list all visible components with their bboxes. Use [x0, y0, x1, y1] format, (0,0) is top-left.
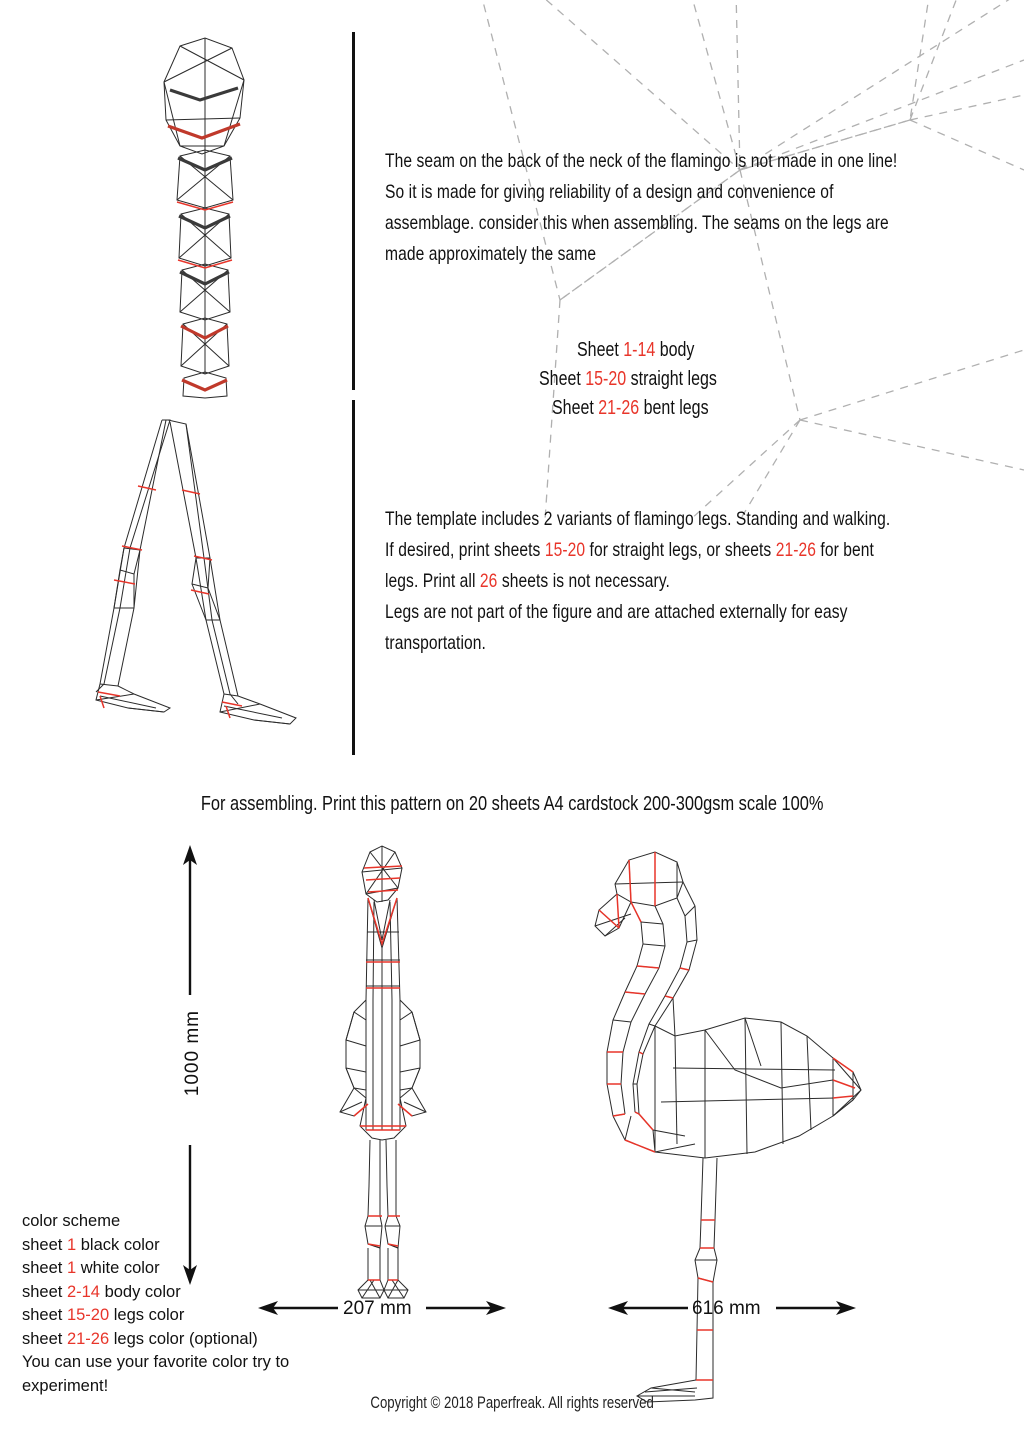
- seam-note-line-4: made approximately the same: [385, 243, 597, 265]
- print-instruction-text: For assembling. Print this pattern on 20 sheets A4 cardstock 200-300gsm scale 100%: [200, 792, 824, 815]
- color-scheme-block: [22, 1210, 302, 1398]
- seam-note-paragraph: [385, 146, 1005, 270]
- sheet-row-straight-prefix: Sheet: [538, 368, 586, 390]
- legs-note-range-bent: 21-26: [775, 539, 816, 561]
- legs-note-line-2c: for bent: [815, 539, 874, 561]
- flamingo-front-view: [310, 840, 455, 1300]
- sheet-row-body-prefix: Sheet: [576, 339, 623, 361]
- legs-note-line-4: Legs are not part of the figure and are attached externally for easy: [385, 601, 848, 623]
- color-scheme-footer-1: You can use your favorite color try to: [22, 1353, 290, 1371]
- cs-5-range: 21-26: [66, 1329, 110, 1348]
- color-scheme-footer-2: experiment!: [22, 1376, 109, 1395]
- cs-2-range: 1: [66, 1259, 77, 1277]
- sheet-row-straight-legs: [470, 365, 830, 394]
- color-scheme-row-5: [22, 1328, 302, 1352]
- seam-note-line-1: The seam on the back of the neck of the flamingo is not made in one line!: [385, 150, 898, 172]
- copyright-notice: [0, 1394, 1024, 1413]
- front-width-label: 207 mm: [343, 1298, 412, 1319]
- sheet-row-straight-range: 15-20: [585, 368, 626, 390]
- section-divider-top: [352, 32, 355, 390]
- legs-note-total-sheets: 26: [479, 570, 498, 592]
- sheet-row-body-range: 1-14: [622, 339, 655, 361]
- cs-5-label: sheet: [22, 1329, 67, 1348]
- color-scheme-row-1: [22, 1234, 302, 1258]
- cs-3-range: 2-14: [66, 1282, 100, 1301]
- cs-1-label: sheet: [22, 1235, 67, 1254]
- legs-note-paragraph: [385, 504, 1005, 659]
- legs-note-line-2b: for straight legs, or sheets: [585, 539, 776, 561]
- sheet-row-bent-suffix: bent legs: [639, 397, 709, 419]
- side-width-label: 616 mm: [692, 1298, 761, 1319]
- color-scheme-row-3: [22, 1281, 302, 1305]
- print-instruction: [0, 792, 1024, 816]
- sheet-row-straight-suffix: straight legs: [626, 368, 717, 390]
- seam-note-line-2: So it is made for giving reliability of a design and convenience of: [385, 181, 834, 203]
- copyright-text: Copyright © 2018 Paperfreak. All rights reserved: [370, 1394, 654, 1412]
- sheet-row-bent-legs: [470, 394, 830, 423]
- color-scheme-row-4: [22, 1304, 302, 1328]
- height-dimension-label: 1000 mm: [182, 1010, 203, 1097]
- legs-note-line-3a: legs. Print all: [385, 570, 480, 592]
- cs-4-range: 15-20: [66, 1306, 110, 1324]
- color-scheme-heading: color scheme: [22, 1212, 121, 1230]
- legs-note-line-3b: sheets is not necessary.: [497, 570, 670, 592]
- sheet-row-bent-prefix: Sheet: [552, 397, 599, 419]
- cs-5-desc: legs color (optional): [109, 1329, 258, 1348]
- bent-legs-diagram: [78, 408, 328, 738]
- sheet-range-list: [470, 336, 830, 423]
- seam-note-line-3: assemblage. consider this when assembling. The seams on the legs are: [385, 212, 889, 234]
- cs-2-label: sheet: [22, 1259, 67, 1277]
- cs-4-desc: legs color: [109, 1306, 185, 1324]
- legs-note-range-straight: 15-20: [544, 539, 586, 561]
- legs-note-line-1: The template includes 2 variants of flamingo legs. Standing and walking.: [385, 508, 891, 530]
- cs-2-desc: white color: [76, 1259, 160, 1277]
- legs-note-line-2a: If desired, print sheets: [385, 539, 545, 561]
- sheet-row-body: [470, 336, 830, 365]
- flamingo-side-view: [585, 840, 865, 1300]
- cs-3-desc: body color: [99, 1282, 181, 1301]
- sheet-row-body-suffix: body: [654, 339, 695, 361]
- color-scheme-row-2: [22, 1257, 302, 1281]
- cs-1-range: 1: [66, 1235, 77, 1254]
- legs-note-line-5: transportation.: [385, 632, 486, 654]
- neck-seam-diagram: [140, 28, 270, 398]
- cs-1-desc: black color: [76, 1235, 160, 1254]
- section-divider-bottom: [352, 400, 355, 755]
- cs-4-label: sheet: [22, 1306, 67, 1324]
- cs-3-label: sheet: [22, 1282, 67, 1301]
- sheet-row-bent-range: 21-26: [598, 397, 640, 419]
